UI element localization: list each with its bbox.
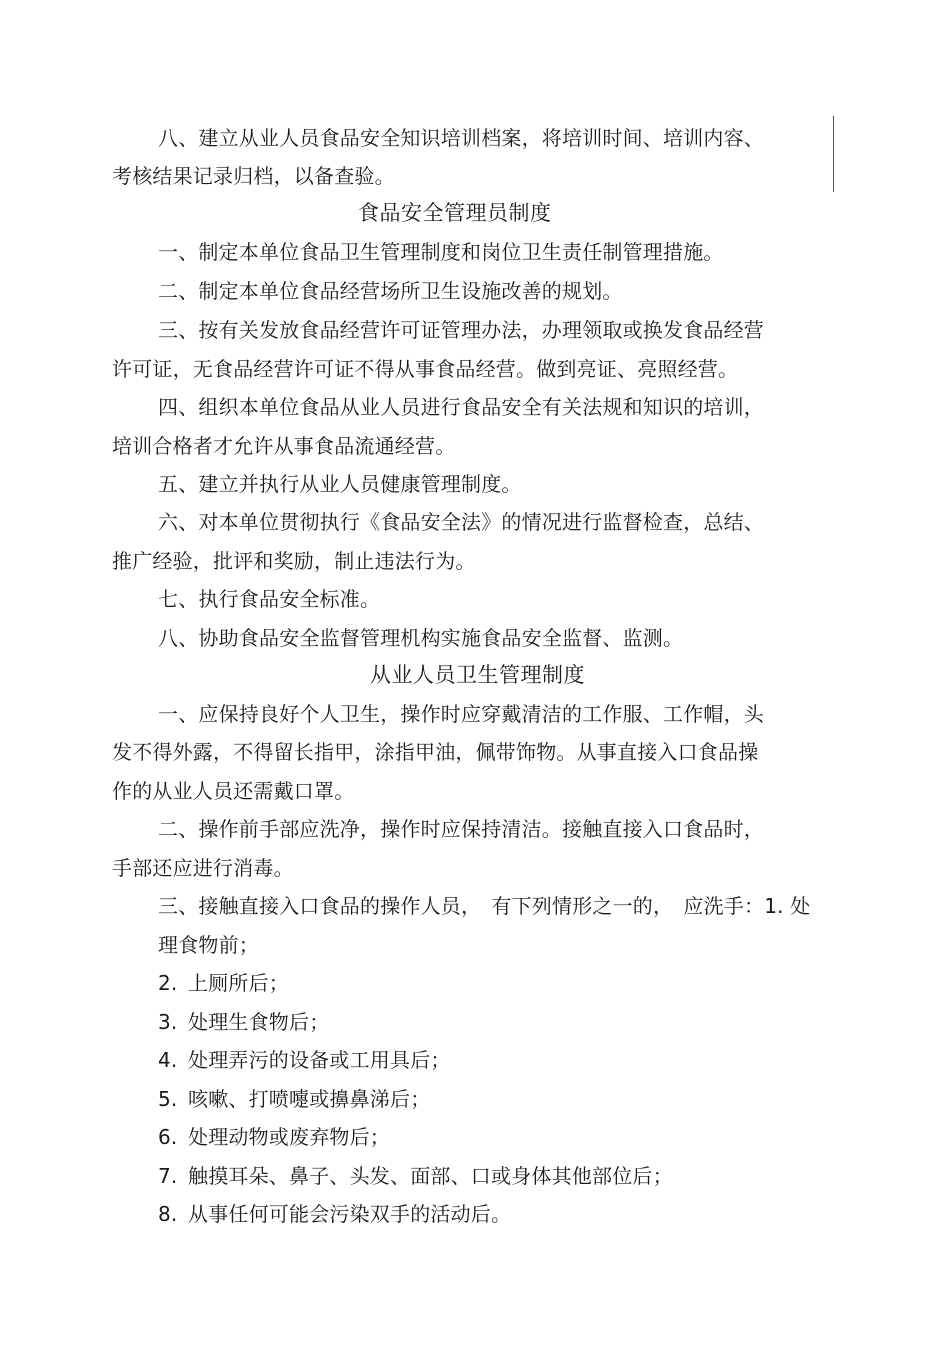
paragraph-line: 许可证，无食品经营许可证不得从事食品经营。做到亮证、亮照经营。 [112, 357, 739, 381]
paragraph-line: 发不得外露，不得留长指甲，涂指甲油，佩带饰物。从事直接入口食品操 [112, 740, 759, 764]
list-text: 从事任何可能会污染双手的活动后。 [188, 1202, 512, 1226]
section-title: 从业人员卫生管理制度 [370, 663, 585, 687]
list-item [158, 969, 289, 997]
paragraph-line: 五、建立并执行从业人员健康管理制度。 [158, 472, 522, 496]
list-text: 触摸耳朵、鼻子、头发、面部、口或身体其他部位后； [188, 1164, 673, 1188]
list-item [158, 1046, 451, 1074]
list-item [158, 1008, 329, 1036]
list-item [158, 1162, 673, 1190]
paragraph-line: 三、接触直接入口食品的操作人员， 有下列情形之一的， 应洗手：1. 处 [158, 894, 811, 918]
list-text: 处理动物或废弃物后； [188, 1125, 390, 1149]
list-text: 处理生食物后； [188, 1010, 330, 1034]
list-item [158, 1200, 511, 1228]
list-number: 4. [158, 1048, 178, 1072]
paragraph-line: 考核结果记录归档，以备查验。 [112, 164, 395, 188]
section-title: 食品安全管理员制度 [358, 201, 552, 225]
paragraph-line: 作的从业人员还需戴口罩。 [112, 779, 355, 803]
paragraph-line: 三、按有关发放食品经营许可证管理办法，办理领取或换发食品经营 [158, 318, 764, 342]
paragraph-line: 六、对本单位贯彻执行《食品安全法》的情况进行监督检查，总结、 [158, 510, 764, 534]
paragraph-line: 一、制定本单位食品卫生管理制度和岗位卫生责任制管理措施。 [158, 240, 724, 264]
paragraph-line: 推广经验，批评和奖励，制止违法行为。 [112, 549, 476, 573]
paragraph-line: 培训合格者才允许从事食品流通经营。 [112, 434, 456, 458]
list-number: 8. [158, 1202, 178, 1226]
list-item [158, 1085, 430, 1113]
paragraph-line: 手部还应进行消毒。 [112, 856, 294, 880]
paragraph-line: 一、应保持良好个人卫生，操作时应穿戴清洁的工作服、工作帽，头 [158, 702, 764, 726]
paragraph-line: 理食物前； [158, 933, 259, 957]
list-item [158, 1123, 390, 1151]
list-text: 上厕所后； [188, 971, 289, 995]
list-number: 5. [158, 1087, 178, 1111]
list-number: 2. [158, 971, 178, 995]
list-text: 处理弄污的设备或工用具后； [188, 1048, 451, 1072]
list-text: 咳嗽、打喷嚏或擤鼻涕后； [188, 1087, 431, 1111]
list-number: 3. [158, 1010, 178, 1034]
paragraph-line: 八、协助食品安全监督管理机构实施食品安全监督、监测。 [158, 626, 684, 650]
list-number: 6. [158, 1125, 178, 1149]
paragraph-line: 四、组织本单位食品从业人员进行食品安全有关法规和知识的培训， [158, 395, 764, 419]
list-number: 7. [158, 1164, 178, 1188]
paragraph-line: 二、操作前手部应洗净，操作时应保持清洁。接触直接入口食品时， [158, 817, 764, 841]
paragraph-line: 八、建立从业人员食品安全知识培训档案，将培训时间、培训内容、 [158, 126, 764, 150]
paragraph-line: 七、执行食品安全标准。 [158, 587, 381, 611]
margin-rule [833, 116, 834, 192]
paragraph-line: 二、制定本单位食品经营场所卫生设施改善的规划。 [158, 279, 623, 303]
